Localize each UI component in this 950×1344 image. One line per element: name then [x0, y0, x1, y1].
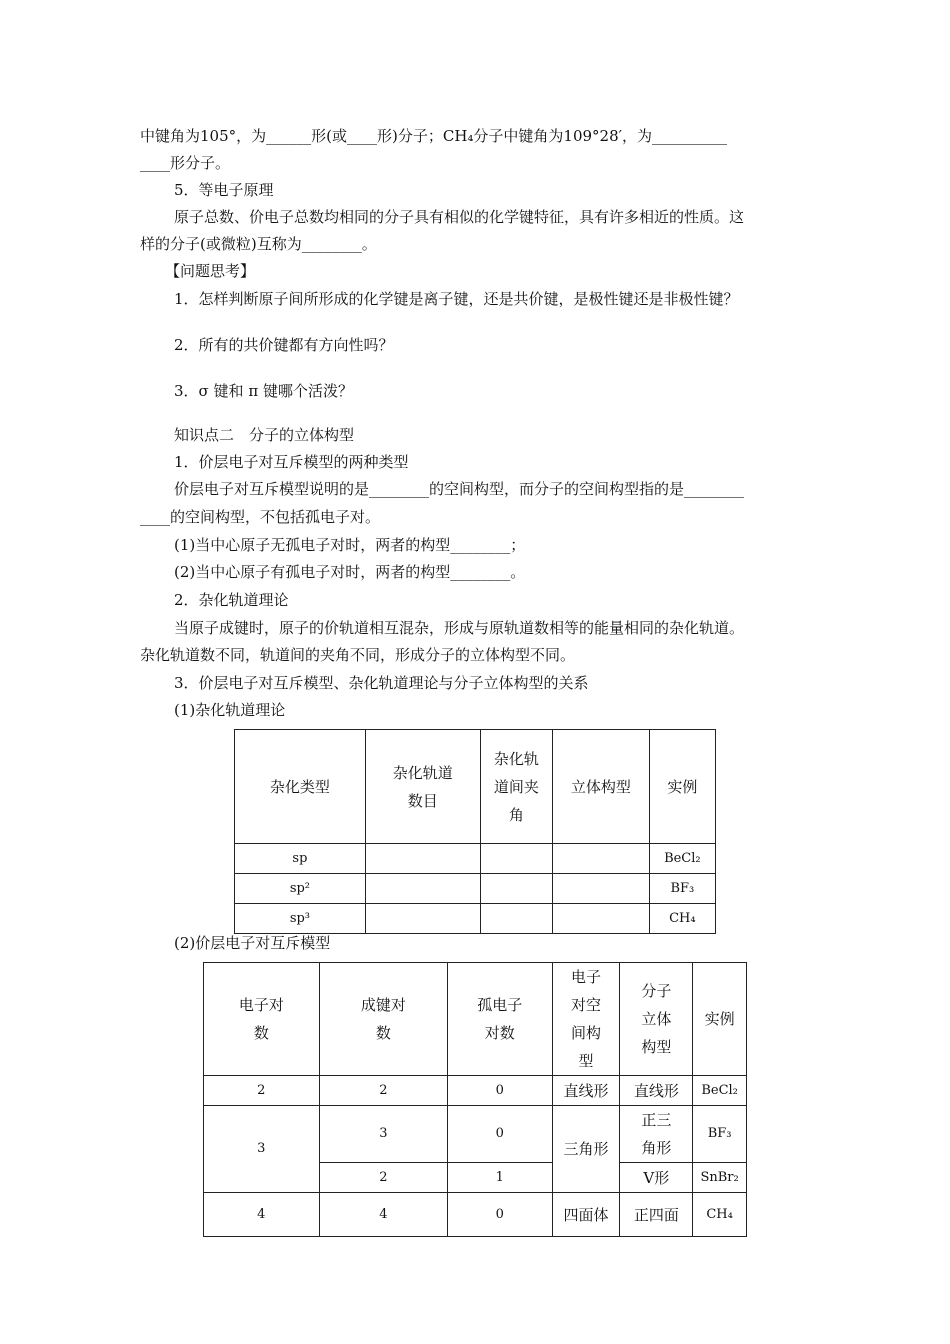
- cell: 2: [204, 1076, 320, 1106]
- cell-example: BeCl₂: [649, 844, 715, 874]
- text-line: ____的空间构型，不包括孤电子对。: [140, 508, 381, 526]
- cell: 3: [319, 1106, 447, 1163]
- text-line: 价层电子对互斥模型说明的是________的空间构型，而分子的空间构型指的是________: [174, 480, 745, 498]
- cell-example: CH₄: [649, 904, 715, 934]
- cell: 0: [448, 1193, 553, 1237]
- text-line: 当原子成键时，原子的价轨道相互混杂，形成与原轨道数相等的能量相同的杂化轨道。: [174, 619, 745, 637]
- question-2: 2．所有的共价键都有方向性吗？: [174, 336, 394, 354]
- vsepr-table: [203, 962, 747, 1237]
- cell-empty: [553, 874, 650, 904]
- cell: 3: [204, 1106, 320, 1193]
- cell-empty: [553, 904, 650, 934]
- header-cell: 实例: [693, 963, 747, 1076]
- question-1: 1．怎样判断原子间所形成的化学键是离子键，还是共价键，是极性键还是非极性键？: [174, 290, 739, 308]
- cell-type: sp: [235, 844, 366, 874]
- cell: 2: [319, 1163, 447, 1193]
- text-line-2: ____形分子。: [140, 154, 231, 172]
- cell-empty: [365, 874, 480, 904]
- text-line: 样的分子(或微粒)互称为________。: [140, 235, 377, 253]
- section-heading: 5．等电子原理: [174, 181, 274, 199]
- cell: 4: [319, 1193, 447, 1237]
- header-cell: 成键对数: [319, 963, 447, 1076]
- cell: 正三角形: [620, 1106, 693, 1163]
- cell-empty: [480, 904, 552, 934]
- cell: SnBr₂: [693, 1163, 747, 1193]
- cell: 三角形: [552, 1106, 620, 1193]
- table2-caption: (2)价层电子对互斥模型: [174, 934, 331, 952]
- hybridization-table: [234, 729, 716, 934]
- cell-type: sp²: [235, 874, 366, 904]
- cell: 0: [448, 1106, 553, 1163]
- section-heading: 【问题思考】: [165, 262, 256, 280]
- cell: V形: [620, 1163, 693, 1193]
- cell-empty: [553, 844, 650, 874]
- header-cell: 孤电子对数: [448, 963, 553, 1076]
- text-line: 杂化轨道数不同，轨道间的夹角不同，形成分子的立体构型不同。: [140, 646, 576, 664]
- subsection-heading: 2．杂化轨道理论: [174, 591, 289, 609]
- cell: 4: [204, 1193, 320, 1237]
- header-cell: 电子对空间构型: [552, 963, 620, 1076]
- cell: 直线形: [620, 1076, 693, 1106]
- header-cell: 电子对数: [204, 963, 320, 1076]
- table1-caption: (1)杂化轨道理论: [174, 701, 286, 719]
- cell: BeCl₂: [693, 1076, 747, 1106]
- header-cell: 实例: [649, 730, 715, 844]
- text-line-1: 中键角为105°，为______形(或____形)分子；CH₄分子中键角为109°28′，为__________: [140, 127, 728, 145]
- header-cell: 立体构型: [553, 730, 650, 844]
- cell: 四面体: [552, 1193, 620, 1237]
- cell: 2: [319, 1076, 447, 1106]
- header-cell: 分子立体构型: [620, 963, 693, 1076]
- cell: 正四面: [620, 1193, 693, 1237]
- cell-empty: [480, 874, 552, 904]
- section-heading: 知识点二 分子的立体构型: [174, 426, 355, 444]
- text-line: (1)当中心原子无孤电子对时，两者的构型________；: [174, 536, 526, 554]
- cell: CH₄: [693, 1193, 747, 1237]
- header-cell: 杂化类型: [235, 730, 366, 844]
- cell-empty: [480, 844, 552, 874]
- text-line: 原子总数、价电子总数均相同的分子具有相似的化学键特征，具有许多相近的性质。这: [174, 208, 745, 226]
- subsection-heading: 3．价层电子对互斥模型、杂化轨道理论与分子立体构型的关系: [174, 674, 589, 692]
- question-3: 3．σ 键和 π 键哪个活泼？: [174, 382, 353, 400]
- cell: 直线形: [552, 1076, 620, 1106]
- cell: 1: [448, 1163, 553, 1193]
- cell-example: BF₃: [649, 874, 715, 904]
- text-line: (2)当中心原子有孤电子对时，两者的构型________。: [174, 563, 526, 581]
- cell-type: sp³: [235, 904, 366, 934]
- cell: BF₃: [693, 1106, 747, 1163]
- cell: 0: [448, 1076, 553, 1106]
- header-cell: 杂化轨道间夹角: [480, 730, 552, 844]
- header-cell: 杂化轨道数目: [365, 730, 480, 844]
- subsection-heading: 1．价层电子对互斥模型的两种类型: [174, 453, 409, 471]
- cell-empty: [365, 844, 480, 874]
- cell-empty: [365, 904, 480, 934]
